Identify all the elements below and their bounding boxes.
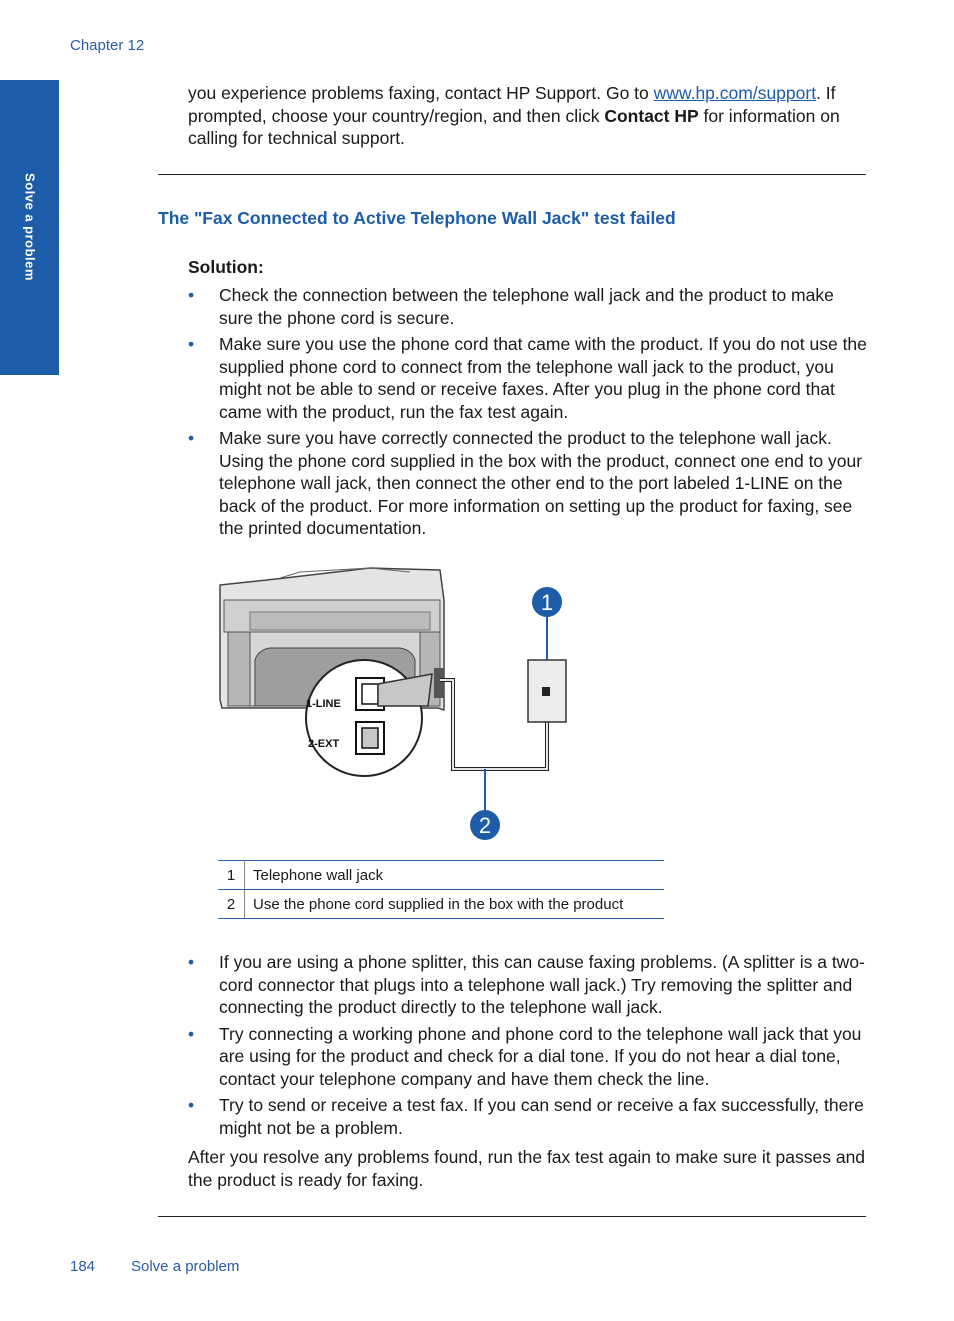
list-item-text: Try to send or receive a test fax. If you can send or receive a fax successfully, there might not be a problem. <box>219 1095 864 1138</box>
intro-text-2: . If prompted, choose your country/region, and then click <box>188 83 836 126</box>
list-item <box>188 951 868 1019</box>
bullet-icon: • <box>188 1095 195 1115</box>
legend-num: 2 <box>218 890 245 919</box>
list-item <box>188 1023 868 1091</box>
port-ext-label: 2-EXT <box>308 738 340 750</box>
table-row <box>218 861 664 890</box>
bullet-icon: • <box>188 334 195 354</box>
list-item <box>188 1094 868 1139</box>
connection-diagram <box>210 560 580 850</box>
legend-table <box>218 860 664 919</box>
bullet-icon: • <box>188 428 195 448</box>
list-item <box>188 333 868 423</box>
wall-jack-illustration <box>528 660 566 722</box>
legend-num: 1 <box>218 861 245 890</box>
intro-text-3: for information on calling for technical support. <box>188 105 840 148</box>
legend-desc: Use the phone cord supplied in the box with the product <box>245 890 665 919</box>
solution-list-top <box>188 284 868 544</box>
bullet-icon: • <box>188 285 195 305</box>
intro-text: you experience problems faxing, contact HP Support. Go to <box>188 83 654 103</box>
list-item <box>188 427 868 540</box>
intro-paragraph <box>188 82 868 150</box>
contact-hp-bold: Contact HP <box>604 105 699 126</box>
footer-section: Solve a problem <box>131 1258 240 1275</box>
port-line-label: 1-LINE <box>306 698 341 710</box>
list-item-text: Make sure you use the phone cord that came with the product. If you do not use the supplied phone cord to connect from the telephone wall jack to the product, you might not be able to send or receive faxes. After you plug in the phone cord that came with the product, run the fax test again. <box>219 334 867 422</box>
port-magnifier <box>306 660 432 776</box>
divider-bottom <box>158 1216 866 1217</box>
section-heading: The "Fax Connected to Active Telephone Wall Jack" test failed <box>158 208 676 228</box>
solution-label: Solution: <box>188 257 264 277</box>
list-item <box>188 284 868 329</box>
list-item-text: Try connecting a working phone and phone cord to the telephone wall jack that you are using for the product and check for a dial tone. If you do not hear a dial tone, contact your telephone company and have them check the line. <box>219 1023 862 1089</box>
list-item-text: Make sure you have correctly connected the product to the telephone wall jack. Using the phone cord supplied in the box with the product, connect one end to your telephone wall jack, then connect the other end to the port labeled 1-LINE on the back of the product. For more information on setting up the product for faxing, see the printed documentation. <box>219 428 863 538</box>
chapter-label: Chapter 12 <box>70 37 145 54</box>
support-link[interactable]: www.hp.com/support <box>653 83 817 103</box>
page-number: 184 <box>70 1258 96 1275</box>
table-row <box>218 890 664 919</box>
legend-desc: Telephone wall jack <box>245 861 665 890</box>
bullet-icon: • <box>188 952 195 972</box>
bullet-icon: • <box>188 1023 195 1044</box>
divider-top <box>158 174 866 175</box>
list-item-text: If you are using a phone splitter, this can cause faxing problems. (A splitter is a two-cord connector that plugs into a telephone wall jack.) Try removing the splitter and connecting the product directly to the telephone wall jack. <box>219 952 865 1017</box>
callout-2-label: 2 <box>478 813 492 838</box>
side-tab-label: Solve a problem <box>22 173 38 281</box>
closing-paragraph: After you resolve any problems found, run the fax test again to make sure it passes and the product is ready for faxing. <box>188 1147 866 1190</box>
callout-1-label: 1 <box>540 590 554 615</box>
list-item-text: Check the connection between the telephone wall jack and the product to make sure the phone cord is secure. <box>219 285 834 328</box>
side-tab <box>0 80 59 375</box>
solution-list-bottom <box>188 951 868 1143</box>
